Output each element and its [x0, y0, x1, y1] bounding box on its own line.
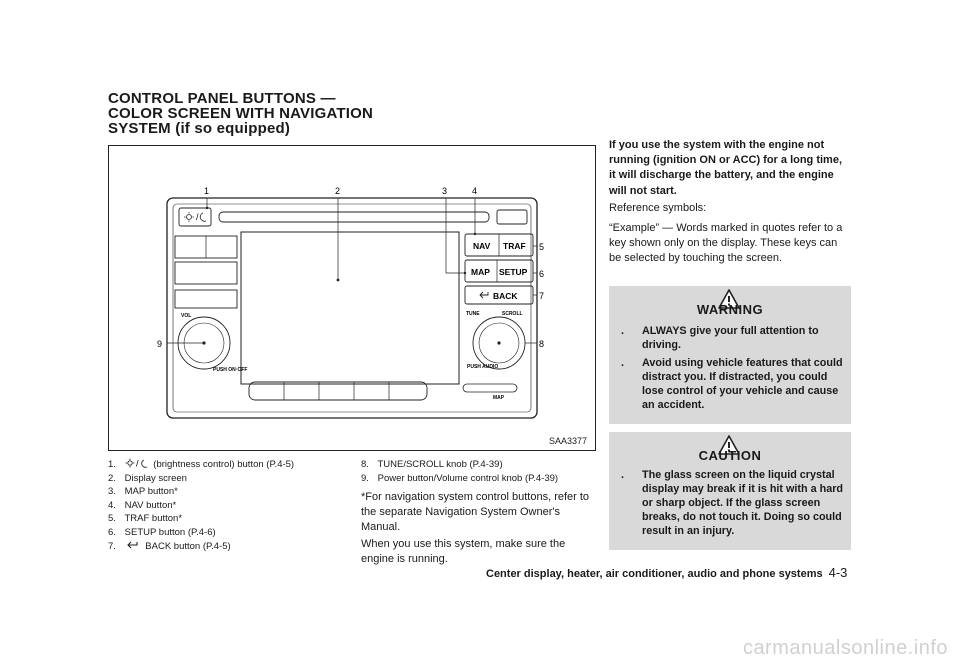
caution-label: CAUTION [698, 448, 762, 463]
back-arrow-icon [480, 292, 488, 298]
brightness-icon [125, 458, 151, 468]
callout-1: 1 [204, 186, 210, 196]
brightness-icon [187, 215, 192, 220]
tune-scroll-knob[interactable] [473, 317, 525, 369]
map-slot [463, 384, 517, 392]
back-button-label: BACK [493, 291, 518, 301]
map-slot-label: MAP [493, 395, 505, 401]
legend-item: 6. SETUP button (P.4-6) [108, 526, 216, 538]
page-footer [486, 565, 847, 580]
setup-button-label: SETUP [499, 267, 528, 277]
legend-item: 4. NAV button* [108, 499, 177, 511]
legend-item: 7. BACK button (P.4-5) [108, 540, 231, 552]
callout-5: 5 [539, 242, 545, 252]
legend-item: 1. / (brightness control) button (P.4-5) [108, 458, 295, 470]
display-screen [241, 232, 459, 384]
legend-item: 8. TUNE/SCROLL knob (P.4-39) [361, 459, 503, 470]
warning-label: WARNING [696, 302, 764, 317]
callout-2: 2 [335, 186, 341, 196]
legend-item: 2. Display screen [108, 472, 187, 484]
warning-item: . Avoid using vehicle features that could distract you. If distracted, you could lose control of your vehicle and cause an accident. [621, 357, 843, 411]
callout-7: 7 [539, 291, 545, 301]
left-button-3[interactable] [175, 290, 237, 308]
warning-box [609, 286, 851, 424]
svg-text:/: / [196, 212, 199, 222]
back-button[interactable] [465, 286, 533, 304]
nav-button-label: NAV [473, 241, 491, 251]
map-button-label: MAP [471, 267, 490, 277]
push-audio-label: PUSH AUDIO [467, 364, 499, 370]
title-line-2: COLOR SCREEN WITH NAVIGATION [108, 105, 374, 122]
legend-item: 3. MAP button* [108, 486, 178, 498]
caution-item: . The glass screen on the liquid crystal display may break if it is hit with a hard or sharp object. If the glass screen breaks, do not touch it. Doing so could result in an injury. [621, 469, 843, 537]
control-panel-diagram [109, 146, 595, 450]
legend-item: 5. TRAF button* [108, 513, 183, 525]
nav-traf-buttons[interactable] [465, 234, 533, 256]
page-number: 4-3 [828, 565, 848, 580]
title-line-1: CONTROL PANEL BUTTONS — [108, 90, 336, 107]
back-arrow-icon [125, 540, 143, 550]
control-panel-figure [108, 145, 596, 451]
callout-9: 9 [157, 339, 163, 349]
left-button-2[interactable] [175, 262, 237, 284]
callout-4: 4 [472, 186, 478, 196]
legend-left [108, 458, 294, 553]
callout-8: 8 [539, 339, 545, 349]
preset-buttons[interactable] [249, 382, 427, 400]
callout-3: 3 [442, 186, 448, 196]
title-line-3: SYSTEM (if so equipped) [108, 120, 291, 137]
nav-note-paragraph: *For navigation system control buttons, refer to the separate Navigation System Owner's Manual. [361, 491, 590, 534]
callout-6: 6 [539, 269, 545, 279]
legend-item: 9. Power button/Volume control knob (P.4-39) [361, 472, 559, 484]
svg-text:/: / [135, 458, 139, 468]
tune-label: TUNE [466, 311, 480, 317]
figure-code: SAA3377 [548, 436, 587, 446]
watermark: carmanualsonline.info [742, 637, 948, 659]
scroll-label: SCROLL [502, 311, 523, 317]
caution-box [609, 432, 851, 550]
brightness-button[interactable] [179, 208, 211, 226]
example-paragraph: “Example” — Words marked in quotes refer to a key shown only on the display. These keys can be selected by touching the screen. [609, 222, 843, 265]
engine-paragraph: When you use this system, make sure the engine is running. [361, 538, 566, 566]
battery-warning-text: If you use the system with the engine not running (ignition ON or ACC) for a long time, it will discharge the battery, and the engine will not start. [609, 139, 843, 197]
footer-section-title: Center display, heater, air conditioner, audio and phone systems [486, 568, 823, 580]
vol-label: VOL [181, 313, 192, 319]
map-setup-buttons[interactable] [465, 260, 533, 282]
traf-button-label: TRAF [503, 241, 526, 251]
reference-symbols-label: Reference symbols: [609, 202, 707, 214]
push-on-off-label: PUSH ON·OFF [213, 367, 248, 373]
section-title [108, 91, 508, 136]
warning-item: . ALWAYS give your full attention to driving. [621, 325, 819, 351]
legend-right [361, 458, 558, 485]
